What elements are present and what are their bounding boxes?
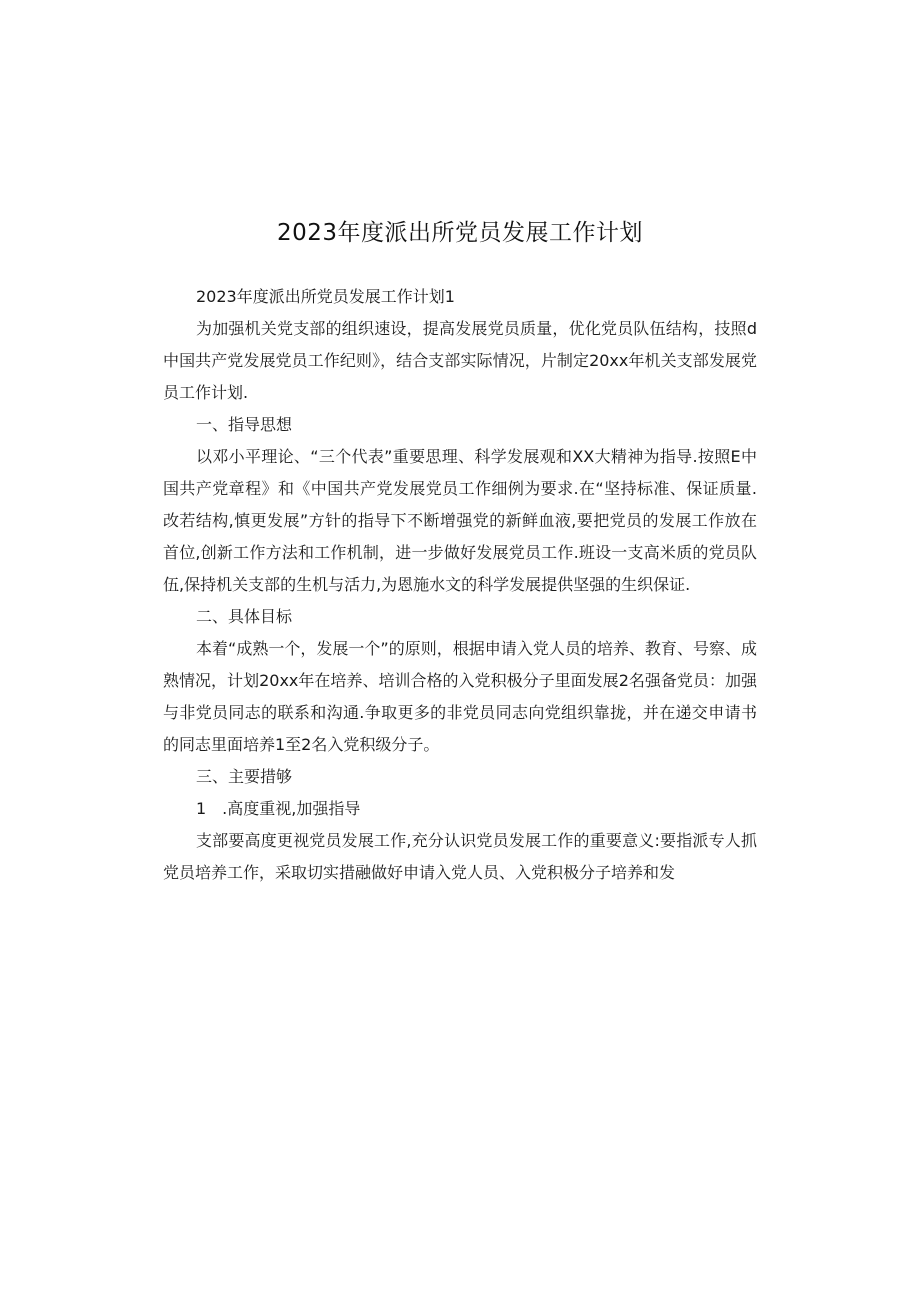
document-title: 2023年度派出所党员发展工作计划 (276, 220, 644, 246)
subsection-heading-attention: 1 .高度重视,加强指导 (196, 799, 361, 818)
intro-paragraph: 为加强机关党支部的组织速设，提高发展党员质量，优化党员队伍结构，技照d中国共产党发展党员工作纪则》，结合支部实际情况，片制定20xx年机关支部发展党员工作计划. (163, 319, 757, 402)
section-heading-guiding-ideology: 一、指导思想 (196, 415, 293, 434)
section-heading-specific-goals: 二、具体目标 (196, 607, 293, 626)
guiding-ideology-paragraph: 以邓小平理论、“三个代表”重要思理、科学发展观和XX大精神为指导.按照E中国共产党章程》和《中国共产党发展党员工作细例为要求.在“坚持标准、保证质量.改若结构,慎更发展”方针的指导下不断增强党的新鲜血液,要把党员的发展工作放在首位,创新工作方法和工作机制，进一步做好发展党员工作.班设一支高米质的党员队伍,保持机关支部的生机与活力,为恩施水文的科学发展提供坚强的生织保证. (163, 447, 757, 594)
document-body (163, 281, 757, 889)
specific-goals-paragraph: 本着“成熟一个，发展一个”的原则，根据申请入党人员的培养、教育、号察、成熟情况，计划20xx年在培养、培训合格的入党积极分子里面发展2名强备党员：加强与非党员同志的联系和沟通.争取更多的非党员同志向党组织靠拢，并在递交申请书的同志里面培养1至2名入党积级分子。 (163, 639, 757, 754)
subtitle-paragraph: 2023年度派出所党员发展工作计划1 (196, 287, 455, 306)
section-heading-main-measures: 三、主要措够 (196, 767, 293, 786)
main-measures-paragraph: 支部要高度更视党员发展工作,充分认识党员发展工作的重要意义:要指派专人抓党员培养工作，采取切实措融做好申请入党人员、入党积极分子培养和发 (163, 831, 757, 882)
